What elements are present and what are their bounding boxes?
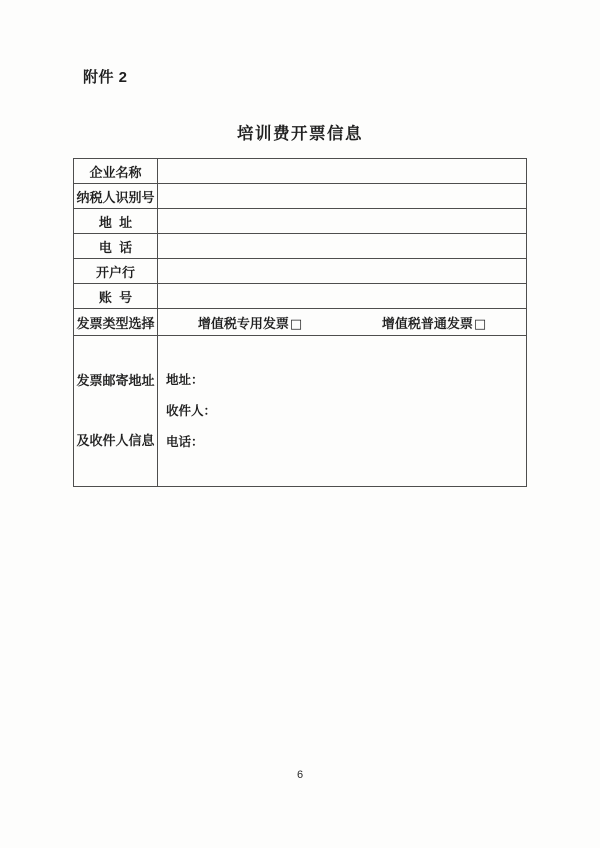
value-cell-address — [158, 209, 527, 234]
page-number: 6 — [296, 769, 304, 781]
row-label-taxpayer-id: 纳税人识别号 — [74, 184, 158, 209]
table-row-company-name — [74, 159, 527, 184]
row-label-bank: 开户行 — [74, 259, 158, 284]
invoice-type-options — [158, 313, 526, 332]
row-label-mailing-info — [74, 336, 158, 487]
option-vat-ordinary-invoice — [342, 313, 526, 332]
value-cell-phone — [158, 234, 527, 259]
checkbox-icon: □ — [289, 316, 303, 332]
option-vat-special-label: 增值税专用发票 — [197, 315, 289, 331]
invoice-type-options-cell — [158, 309, 527, 336]
mailing-fields-cell — [158, 336, 527, 487]
table-row-mailing-info — [74, 336, 527, 487]
mailing-label-line2: 及收件人信息 — [76, 433, 155, 448]
row-label-invoice-type: 发票类型选择 — [74, 309, 158, 336]
table-row-taxpayer-id — [74, 184, 527, 209]
mailing-field-address: 地址： — [166, 372, 204, 387]
row-label-phone: 电 话 — [74, 234, 158, 259]
mailing-label-line1: 发票邮寄地址 — [76, 373, 155, 388]
row-label-account: 账 号 — [74, 284, 158, 309]
value-cell-bank — [158, 259, 527, 284]
row-label-company-name: 企业名称 — [74, 159, 158, 184]
mailing-field-phone: 电话： — [166, 434, 204, 449]
value-cell-company-name — [158, 159, 527, 184]
page-title: 培训费开票信息 — [237, 125, 363, 143]
checkbox-icon: □ — [473, 316, 487, 332]
mailing-field-recipient: 收件人： — [166, 403, 217, 418]
option-vat-ordinary-label: 增值税普通发票 — [381, 315, 473, 331]
option-vat-special-invoice — [158, 313, 342, 332]
attachment-label: 附件 2 — [83, 69, 128, 86]
table-row-account — [74, 284, 527, 309]
value-cell-account — [158, 284, 527, 309]
table-row-invoice-type — [74, 309, 527, 336]
row-label-address: 地 址 — [74, 209, 158, 234]
value-cell-taxpayer-id — [158, 184, 527, 209]
table-row-phone — [74, 234, 527, 259]
table-row-bank — [74, 259, 527, 284]
invoice-info-table — [73, 158, 527, 487]
table-row-address — [74, 209, 527, 234]
